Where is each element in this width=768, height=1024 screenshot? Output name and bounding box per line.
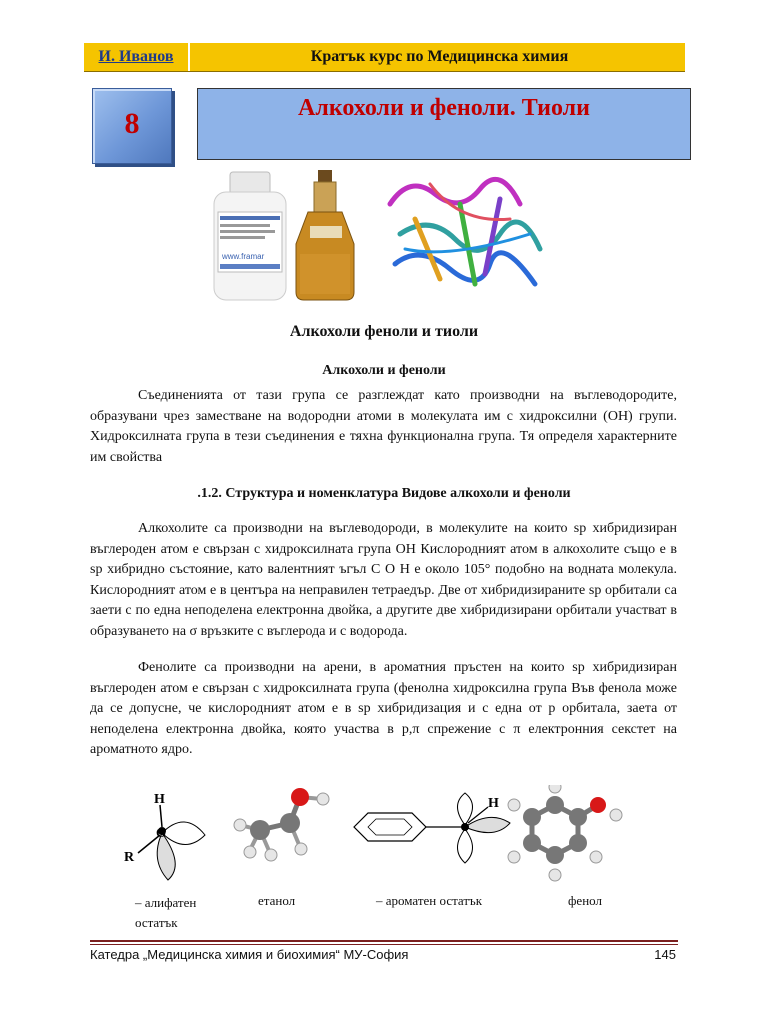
section-heading-structure: .1.2. Структура и номенклатура Видове алкохоли и феноли <box>197 486 571 501</box>
label-h-alcohol: H <box>154 792 165 807</box>
caption-aliphatic: – алифатен остатък <box>135 895 197 930</box>
caption-aromatic: – ароматен остатък <box>376 893 483 908</box>
alcohol-orbital-diagram <box>124 792 205 880</box>
molecular-structures-figure <box>110 785 670 895</box>
protein-structure-image <box>390 179 540 284</box>
page-header <box>84 43 685 72</box>
section-heading-sub: Алкохоли и феноли <box>322 363 446 378</box>
page-number: 145 <box>654 947 676 962</box>
label-o-alcohol: O <box>156 825 167 840</box>
label-r-alcohol: R <box>124 850 135 865</box>
caption-phenol: фенол <box>568 893 602 908</box>
author-name: И. Иванов <box>84 43 190 71</box>
chapter-number-box <box>92 88 172 164</box>
paragraph-alcohols: Алкохолите са производни на въглеводороди, в молекулите на които sp хибридизиран въглероден атом е свързан с хидроксилната група OH Кислородният атом в алкохолите също е в sp хибридно състояние, като валентният ъгъл C O H е около 105° подобно на водната молекула. Кислородният атом е в центъра на неправилен тетраедър. Две от хибридизираните sp орбитали са заети с по една неподелена електронна двойка, а другите две хибридизирани орбитали участват в образуването на σ връзките с въглерода и с водорода. <box>90 521 677 639</box>
chapter-title: Алкохоли и феноли. Тиоли <box>298 95 590 121</box>
bottle-label: www.framar <box>222 252 265 261</box>
medicine-bottle-image <box>214 172 286 300</box>
footer-divider <box>90 940 678 942</box>
phenol-model <box>508 785 622 881</box>
chapter-title-box <box>197 88 691 160</box>
footer-department: Катедра „Медицинска химия и биохимия“ МУ-София <box>90 947 409 962</box>
chapter-illustrations <box>200 164 600 304</box>
phenol-orbital-diagram <box>354 793 510 863</box>
footer-divider-thin <box>90 944 678 945</box>
label-h-phenol: H <box>488 796 499 811</box>
ethanol-bottle-image <box>296 170 354 300</box>
course-title: Кратък курс по Медицинска химия <box>310 48 569 65</box>
paragraph-phenols: Фенолите са производни на арени, в ароматния пръстен на които sp хибридизиран въглероден атом е свързан с хидроксилната група (фенолна хидроксилна група Във фенола може да се допусне, че кислородният атом е в sp хибридизация и с една от p орбитала, заета от неподелена електронна двойка, която участва в p,π спрежение с π електронния секстет на ароматното ядро. <box>90 660 677 757</box>
paragraph-intro: Съединенията от тази група се разглеждат като производни на въглеводородите, образувани чрез заместване на водородни атоми в молекулата им с хидроксилни (OH) групи. Хидроксилната група в тези съединения е тяхна функционална група. Тя определя характерните им свойства <box>90 388 677 465</box>
chapter-number: 8 <box>124 107 140 140</box>
caption-ethanol: етанол <box>258 893 296 908</box>
section-heading-main: Алкохоли феноли и тиоли <box>289 323 479 340</box>
ethanol-model <box>234 788 329 861</box>
